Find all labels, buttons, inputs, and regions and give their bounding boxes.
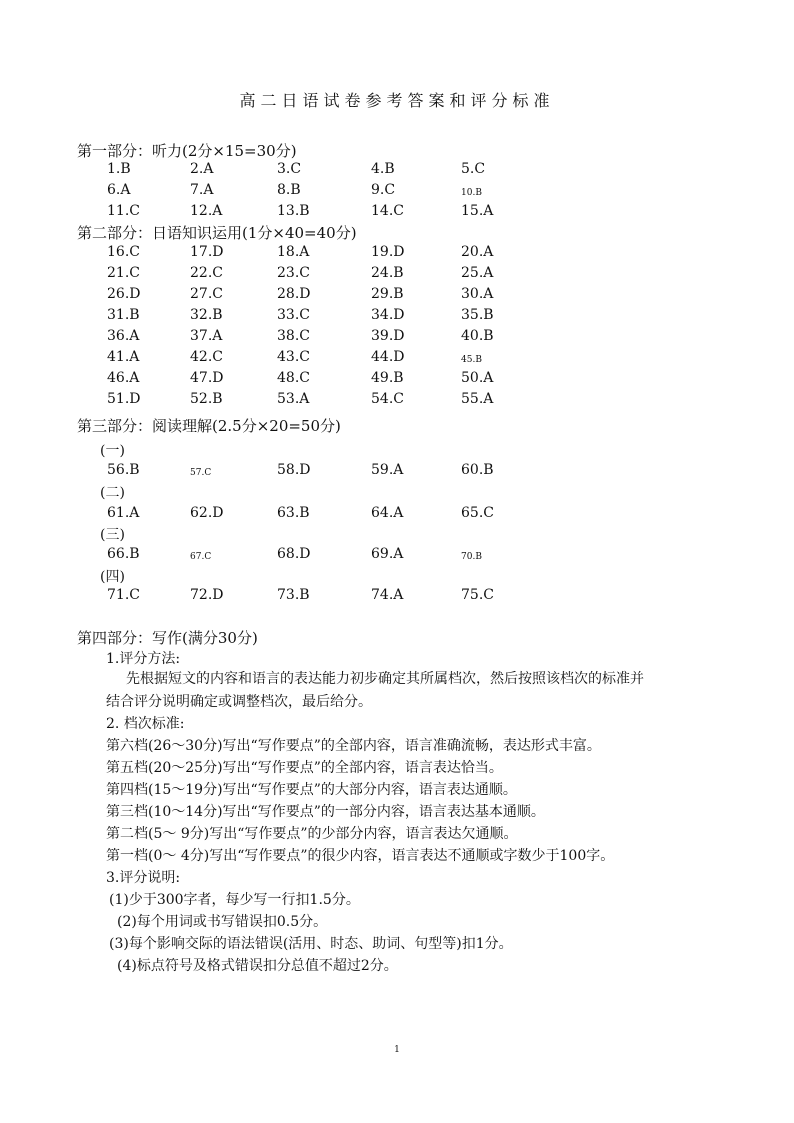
note-line: (3)每个影响交际的语法错误(活用、时态、助词、句型等)扣1分。: [109, 936, 513, 952]
answer-cell: 63.B: [277, 505, 310, 521]
subsection-label: (三): [100, 527, 125, 543]
section-heading-writing: 第四部分：写作(满分30分): [77, 629, 258, 647]
section-heading-reading: 第三部分：阅读理解(2.5分×20=50分): [77, 417, 341, 435]
answer-cell: 31.B: [107, 307, 140, 323]
answer-cell: 60.B: [461, 462, 494, 478]
answer-row: [0, 370, 794, 390]
answer-cell: 46.A: [107, 370, 140, 386]
answer-cell: 49.B: [371, 370, 404, 386]
answer-cell: 51.D: [107, 391, 141, 407]
level-line: 第一档(0～ 4分)写出“写作要点”的很少内容，语言表达不通顺或字数少于100字。: [106, 848, 615, 864]
answer-cell: 38.C: [277, 328, 310, 344]
answer-cell: 15.A: [461, 203, 494, 219]
answer-cell: 58.D: [277, 462, 311, 478]
answer-cell: 22.C: [190, 265, 223, 281]
answer-cell: 72.D: [190, 587, 224, 603]
answer-cell: 1.B: [107, 161, 131, 177]
level-line: 第五档(20～25分)写出“写作要点”的全部内容，语言表达恰当。: [106, 760, 503, 776]
section-heading-knowledge: 第二部分：日语知识运用(1分×40=40分): [77, 224, 357, 242]
page-number: 1: [394, 1045, 400, 1055]
answer-cell: 19.D: [371, 244, 405, 260]
answer-cell: 54.C: [371, 391, 404, 407]
answer-cell: 24.B: [371, 265, 404, 281]
answer-cell: 43.C: [277, 349, 310, 365]
answer-row: [0, 203, 794, 223]
answer-cell: 62.D: [190, 505, 224, 521]
section-heading-listening: 第一部分：听力(2分×15=30分): [77, 142, 297, 160]
answer-cell: 37.A: [190, 328, 223, 344]
answer-row: [0, 244, 794, 264]
answer-row: [0, 587, 794, 607]
answer-cell: 50.A: [461, 370, 494, 386]
answer-cell: 68.D: [277, 546, 311, 562]
answer-cell: 26.D: [107, 286, 141, 302]
answer-cell: 52.B: [190, 391, 223, 407]
answer-cell: 25.A: [461, 265, 494, 281]
note-line: (2)每个用词或书写错误扣0.5分。: [117, 914, 328, 930]
method-text-line: 结合评分说明确定或调整档次，最后给分。: [106, 694, 372, 710]
answer-cell: 74.A: [371, 587, 404, 603]
answer-row: [0, 161, 794, 181]
answer-row: [0, 546, 794, 566]
answer-row: [0, 391, 794, 411]
answer-cell: 39.D: [371, 328, 405, 344]
answer-cell: 40.B: [461, 328, 494, 344]
answer-cell: 41.A: [107, 349, 140, 365]
answer-cell: 11.C: [107, 203, 140, 219]
answer-cell: 29.B: [371, 286, 404, 302]
answer-cell: 47.D: [190, 370, 224, 386]
note-line: (4)标点符号及格式错误扣分总值不超过2分。: [117, 958, 398, 974]
notes-heading: 3.评分说明:: [106, 870, 181, 886]
answer-row: [0, 505, 794, 525]
subsection-label: (二): [100, 485, 125, 501]
answer-cell: 9.C: [371, 182, 396, 198]
answer-cell: 17.D: [190, 244, 224, 260]
answer-cell: 3.C: [277, 161, 302, 177]
answer-cell: 61.A: [107, 505, 140, 521]
answer-cell: 16.C: [107, 244, 140, 260]
subsection-label: (一): [100, 443, 125, 459]
answer-cell: 6.A: [107, 182, 131, 198]
level-line: 第二档(5～ 9分)写出“写作要点”的少部分内容，语言表达欠通顺。: [106, 826, 518, 842]
answer-row: [0, 349, 794, 369]
answer-cell: 48.C: [277, 370, 310, 386]
answer-cell: 75.C: [461, 587, 494, 603]
answer-cell: 35.B: [461, 307, 494, 323]
answer-cell: 56.B: [107, 462, 140, 478]
answer-row: [0, 328, 794, 348]
answer-cell: 27.C: [190, 286, 223, 302]
answer-cell: 18.A: [277, 244, 310, 260]
answer-cell: 28.D: [277, 286, 311, 302]
answer-cell: 14.C: [371, 203, 404, 219]
answer-cell: 23.C: [277, 265, 310, 281]
answer-cell: 21.C: [107, 265, 140, 281]
answer-cell: 66.B: [107, 546, 140, 562]
answer-cell: 33.C: [277, 307, 310, 323]
answer-cell: 7.A: [190, 182, 214, 198]
answer-row: [0, 182, 794, 202]
answer-cell: 59.A: [371, 462, 404, 478]
method-heading: 1.评分方法:: [106, 651, 181, 667]
subsection-label: (四): [100, 569, 125, 585]
answer-cell: 2.A: [190, 161, 214, 177]
answer-row: [0, 286, 794, 306]
answer-cell: 70.B: [461, 552, 482, 562]
answer-cell: 12.A: [190, 203, 223, 219]
answer-cell: 34.D: [371, 307, 405, 323]
answer-cell: 44.D: [371, 349, 405, 365]
answer-cell: 5.C: [461, 161, 486, 177]
answer-cell: 42.C: [190, 349, 223, 365]
answer-cell: 57.C: [190, 468, 212, 478]
note-line: (1)少于300字者，每少写一行扣1.5分。: [109, 892, 360, 908]
answer-cell: 45.B: [461, 355, 482, 365]
answer-cell: 32.B: [190, 307, 223, 323]
answer-row: [0, 307, 794, 327]
answer-cell: 64.A: [371, 505, 404, 521]
answer-row: [0, 265, 794, 285]
page-title: 高二日语试卷参考答案和评分标准: [239, 91, 555, 110]
answer-cell: 53.A: [277, 391, 310, 407]
level-line: 第四档(15～19分)写出“写作要点”的大部分内容，语言表达通顺。: [106, 782, 517, 798]
answer-cell: 13.B: [277, 203, 310, 219]
answer-cell: 8.B: [277, 182, 301, 198]
answer-cell: 20.A: [461, 244, 494, 260]
answer-cell: 69.A: [371, 546, 404, 562]
answer-cell: 65.C: [461, 505, 494, 521]
answer-cell: 55.A: [461, 391, 494, 407]
method-text-line: 先根据短文的内容和语言的表达能力初步确定其所属档次，然后按照该档次的标准并: [126, 671, 644, 687]
answer-cell: 67.C: [190, 552, 212, 562]
answer-cell: 36.A: [107, 328, 140, 344]
answer-cell: 30.A: [461, 286, 494, 302]
levels-heading: 2. 档次标准:: [106, 716, 185, 732]
answer-row: [0, 462, 794, 482]
answer-cell: 73.B: [277, 587, 310, 603]
level-line: 第六档(26～30分)写出“写作要点”的全部内容，语言准确流畅，表达形式丰富。: [106, 738, 601, 754]
answer-cell: 4.B: [371, 161, 395, 177]
answer-cell: 71.C: [107, 587, 140, 603]
level-line: 第三档(10～14分)写出“写作要点”的一部分内容，语言表达基本通顺。: [106, 804, 545, 820]
answer-cell: 10.B: [461, 188, 482, 198]
